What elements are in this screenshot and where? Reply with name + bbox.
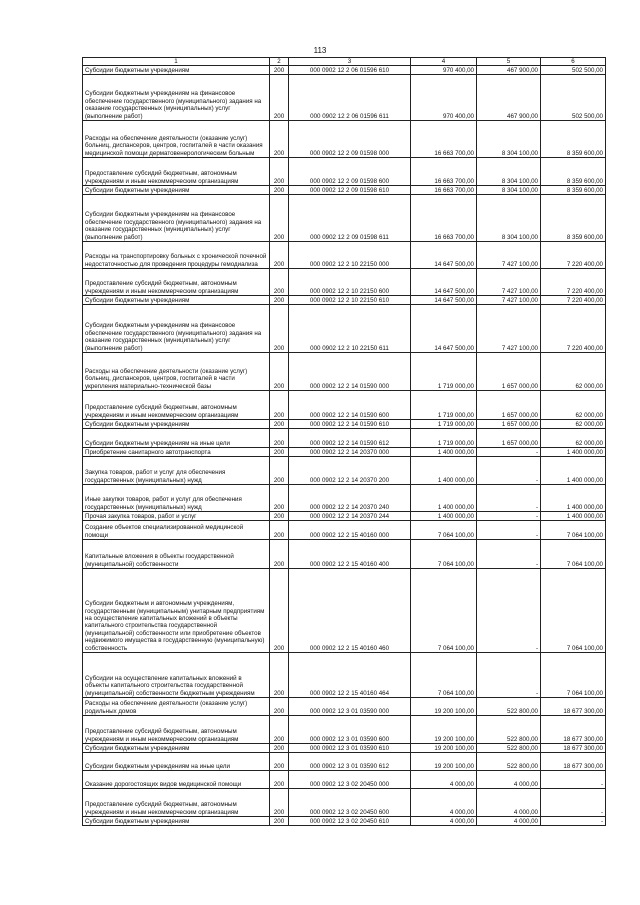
row-code-cell: 200 xyxy=(270,540,289,569)
column-header-4: 4 xyxy=(411,58,477,66)
row-amount-col6-cell: 1 400 000,00 xyxy=(541,448,606,457)
table-row xyxy=(83,186,606,195)
row-kbk-cell: 000 0902 12 3 02 20450 600 xyxy=(289,789,411,817)
table-row xyxy=(83,195,606,242)
table-body xyxy=(83,66,606,826)
row-code-cell: 200 xyxy=(270,353,289,391)
row-amount-total-cell: 1 400 000,00 xyxy=(411,448,477,457)
row-code-cell: 200 xyxy=(270,75,289,121)
row-amount-total-cell: 970 400,00 xyxy=(411,75,477,121)
row-amount-col5-cell: 1 657 000,00 xyxy=(477,429,541,448)
row-amount-total-cell: 1 719 000,00 xyxy=(411,353,477,391)
row-code-cell: 200 xyxy=(270,653,289,698)
row-amount-total-cell: 1 719 000,00 xyxy=(411,391,477,420)
row-amount-total-cell: 14 647 500,00 xyxy=(411,305,477,353)
row-kbk-cell: 000 0902 12 3 01 03590 612 xyxy=(289,753,411,771)
row-code-cell: 200 xyxy=(270,305,289,353)
row-amount-col5-cell: 8 304 100,00 xyxy=(477,158,541,186)
row-amount-col6-cell: 7 064 100,00 xyxy=(541,521,606,540)
row-kbk-cell: 000 0902 12 2 14 01590 600 xyxy=(289,391,411,420)
row-amount-total-cell: 16 663 700,00 xyxy=(411,158,477,186)
table-row xyxy=(83,540,606,569)
row-name-cell: Расходы на обеспечение деятельности (оказание услуг) родильных домов xyxy=(83,698,270,716)
table-row xyxy=(83,817,606,826)
row-code-cell: 200 xyxy=(270,121,289,158)
column-header-1: 1 xyxy=(83,58,270,66)
table-row xyxy=(83,521,606,540)
row-amount-total-cell: 14 647 500,00 xyxy=(411,242,477,269)
row-amount-total-cell: 4 000,00 xyxy=(411,789,477,817)
row-amount-total-cell: 1 719 000,00 xyxy=(411,429,477,448)
row-code-cell: 200 xyxy=(270,485,289,512)
table-row xyxy=(83,121,606,158)
row-amount-col6-cell: 62 000,00 xyxy=(541,391,606,420)
row-name-cell: Приобретение санитарного автотранспорта xyxy=(83,448,270,457)
row-amount-col6-cell: 8 359 600,00 xyxy=(541,195,606,242)
row-amount-total-cell: 970 400,00 xyxy=(411,66,477,75)
row-amount-col6-cell: 62 000,00 xyxy=(541,420,606,429)
table-row xyxy=(83,771,606,789)
table-row xyxy=(83,75,606,121)
row-name-cell: Субсидии бюджетным и автономным учреждениям, государственным (муниципальным) унитарным предприятиям на осуществление капитальных вложений в объекты капитального строительства государственной (муниципальной) собственности или приобретение объектов недвижимого имущества в государственную (муниципальную) собственность xyxy=(83,569,270,653)
table-row xyxy=(83,242,606,269)
row-name-cell: Прочая закупка товаров, работ и услуг xyxy=(83,512,270,521)
row-name-cell: Предоставление субсидий бюджетным, автономным учреждениям и иным некоммерческим организациям xyxy=(83,269,270,296)
row-amount-col6-cell: 7 064 100,00 xyxy=(541,569,606,653)
row-name-cell: Расходы на обеспечение деятельности (оказание услуг) больниц, диспансеров, центров, госпиталей в части укрепления материально-технической базы xyxy=(83,353,270,391)
row-amount-col6-cell: 7 220 400,00 xyxy=(541,296,606,305)
row-name-cell: Субсидии бюджетным учреждениям xyxy=(83,186,270,195)
row-amount-col6-cell: 1 400 000,00 xyxy=(541,485,606,512)
table-row xyxy=(83,429,606,448)
table-row xyxy=(83,305,606,353)
row-amount-col5-cell: 522 800,00 xyxy=(477,716,541,744)
table-row xyxy=(83,457,606,485)
row-name-cell: Оказание дорогостоящих видов медицинской помощи xyxy=(83,771,270,789)
table-row xyxy=(83,789,606,817)
column-header-6: 6 xyxy=(541,58,606,66)
row-amount-col5-cell: 4 000,00 xyxy=(477,771,541,789)
row-name-cell: Субсидии бюджетным учреждениям xyxy=(83,296,270,305)
row-amount-col5-cell: 4 000,00 xyxy=(477,817,541,826)
row-name-cell: Расходы на транспортировку больных с хронической почечной недостаточностью для проведения процедуры гемодиализа xyxy=(83,242,270,269)
table-row xyxy=(83,269,606,296)
row-amount-col5-cell: 7 427 100,00 xyxy=(477,296,541,305)
table-row xyxy=(83,420,606,429)
row-amount-col5-cell: 1 657 000,00 xyxy=(477,420,541,429)
row-amount-col5-cell: 7 427 100,00 xyxy=(477,269,541,296)
row-amount-total-cell: 16 663 700,00 xyxy=(411,121,477,158)
row-kbk-cell: 000 0902 12 3 01 03590 600 xyxy=(289,716,411,744)
row-amount-col6-cell: 1 400 000,00 xyxy=(541,457,606,485)
column-header-2: 2 xyxy=(270,58,289,66)
row-amount-col6-cell: 62 000,00 xyxy=(541,353,606,391)
page-number: 113 xyxy=(313,46,327,55)
row-code-cell: 200 xyxy=(270,698,289,716)
row-amount-col6-cell: 62 000,00 xyxy=(541,429,606,448)
row-amount-total-cell: 19 200 100,00 xyxy=(411,698,477,716)
header-row xyxy=(83,58,606,66)
row-name-cell: Субсидии бюджетным учреждениям xyxy=(83,744,270,753)
table-header xyxy=(83,58,606,66)
row-code-cell: 200 xyxy=(270,789,289,817)
row-amount-col6-cell: - xyxy=(541,771,606,789)
row-amount-col6-cell: 7 220 400,00 xyxy=(541,269,606,296)
table-row xyxy=(83,698,606,716)
row-amount-total-cell: 1 400 000,00 xyxy=(411,457,477,485)
row-amount-col6-cell: - xyxy=(541,817,606,826)
row-amount-col6-cell: 8 359 600,00 xyxy=(541,121,606,158)
row-kbk-cell: 000 0902 12 2 15 40160 000 xyxy=(289,521,411,540)
row-amount-col6-cell: 18 677 300,00 xyxy=(541,744,606,753)
row-amount-col6-cell: 8 359 600,00 xyxy=(541,186,606,195)
row-amount-col5-cell: 7 427 100,00 xyxy=(477,305,541,353)
row-kbk-cell: 000 0902 12 2 14 20370 000 xyxy=(289,448,411,457)
table-row xyxy=(83,391,606,420)
table-row xyxy=(83,653,606,698)
row-amount-total-cell: 4 000,00 xyxy=(411,817,477,826)
row-kbk-cell: 000 0902 12 2 14 01590 612 xyxy=(289,429,411,448)
row-kbk-cell: 000 0902 12 2 15 40160 460 xyxy=(289,569,411,653)
row-amount-col5-cell: 4 000,00 xyxy=(477,789,541,817)
row-kbk-cell: 000 0902 12 2 15 40160 464 xyxy=(289,653,411,698)
row-amount-col5-cell: - xyxy=(477,448,541,457)
row-name-cell: Субсидии бюджетным учреждениям на финансовое обеспечение государственного (муниципального) задания на оказание государственных (муниципальных) услуг (выполнение работ) xyxy=(83,195,270,242)
row-amount-total-cell: 1 719 000,00 xyxy=(411,420,477,429)
row-amount-col5-cell: 522 800,00 xyxy=(477,744,541,753)
row-amount-total-cell: 1 400 000,00 xyxy=(411,485,477,512)
row-amount-total-cell: 7 064 100,00 xyxy=(411,540,477,569)
row-amount-total-cell: 7 064 100,00 xyxy=(411,521,477,540)
table-row xyxy=(83,296,606,305)
row-amount-col6-cell: 502 500,00 xyxy=(541,75,606,121)
row-name-cell: Субсидии бюджетным учреждениям xyxy=(83,420,270,429)
row-kbk-cell: 000 0902 12 2 15 40160 400 xyxy=(289,540,411,569)
row-kbk-cell: 000 0902 12 2 14 01590 610 xyxy=(289,420,411,429)
row-code-cell: 200 xyxy=(270,269,289,296)
table-row xyxy=(83,753,606,771)
table-row xyxy=(83,512,606,521)
row-name-cell: Субсидии бюджетным учреждениям на финансовое обеспечение государственного (муниципального) задания на оказание государственных (муниципальных) услуг (выполнение работ) xyxy=(83,305,270,353)
row-amount-col5-cell: - xyxy=(477,512,541,521)
row-amount-col6-cell: - xyxy=(541,789,606,817)
table-row xyxy=(83,569,606,653)
row-amount-col5-cell: 7 427 100,00 xyxy=(477,242,541,269)
row-amount-col6-cell: 7 220 400,00 xyxy=(541,242,606,269)
row-kbk-cell: 000 0902 12 3 02 20450 610 xyxy=(289,817,411,826)
row-code-cell: 200 xyxy=(270,195,289,242)
row-amount-col5-cell: 8 304 100,00 xyxy=(477,121,541,158)
row-kbk-cell: 000 0902 12 2 14 20370 240 xyxy=(289,485,411,512)
row-kbk-cell: 000 0902 12 3 02 20450 000 xyxy=(289,771,411,789)
row-kbk-cell: 000 0902 12 2 14 20370 200 xyxy=(289,457,411,485)
row-name-cell: Субсидии бюджетным учреждениям на иные цели xyxy=(83,429,270,448)
table-row xyxy=(83,158,606,186)
table-row xyxy=(83,66,606,75)
row-amount-total-cell: 14 647 500,00 xyxy=(411,296,477,305)
table-row xyxy=(83,353,606,391)
row-name-cell: Предоставление субсидий бюджетным, автономным учреждениям и иным некоммерческим организациям xyxy=(83,789,270,817)
row-amount-col5-cell: 522 800,00 xyxy=(477,698,541,716)
row-amount-col5-cell: 467 900,00 xyxy=(477,66,541,75)
row-name-cell: Субсидии бюджетным учреждениям на финансовое обеспечение государственного (муниципального) задания на оказание государственных (муниципальных) услуг (выполнение работ) xyxy=(83,75,270,121)
row-name-cell: Капитальные вложения в объекты государственной (муниципальной) собственности xyxy=(83,540,270,569)
budget-table xyxy=(82,57,606,826)
row-amount-total-cell: 7 064 100,00 xyxy=(411,569,477,653)
row-amount-col5-cell: 8 304 100,00 xyxy=(477,195,541,242)
table-row xyxy=(83,744,606,753)
row-amount-col6-cell: 18 677 300,00 xyxy=(541,716,606,744)
row-code-cell: 200 xyxy=(270,569,289,653)
row-amount-total-cell: 16 663 700,00 xyxy=(411,186,477,195)
row-amount-col6-cell: 18 677 300,00 xyxy=(541,753,606,771)
row-amount-col5-cell: - xyxy=(477,485,541,512)
row-name-cell: Субсидии на осуществление капитальных вложений в объекты капитального строительства государственной (муниципальной) собственности бюджетным учреждениям xyxy=(83,653,270,698)
table-row xyxy=(83,448,606,457)
row-amount-col5-cell: - xyxy=(477,457,541,485)
row-code-cell: 200 xyxy=(270,716,289,744)
row-amount-total-cell: 14 647 500,00 xyxy=(411,269,477,296)
row-amount-col6-cell: 502 500,00 xyxy=(541,66,606,75)
row-code-cell: 200 xyxy=(270,753,289,771)
row-kbk-cell: 000 0902 12 2 06 01596 611 xyxy=(289,75,411,121)
row-amount-col5-cell: 1 657 000,00 xyxy=(477,353,541,391)
row-code-cell: 200 xyxy=(270,512,289,521)
row-amount-col5-cell: - xyxy=(477,521,541,540)
row-code-cell: 200 xyxy=(270,186,289,195)
row-code-cell: 200 xyxy=(270,457,289,485)
row-name-cell: Предоставление субсидий бюджетным, автономным учреждениям и иным некоммерческим организациям xyxy=(83,158,270,186)
row-amount-col6-cell: 7 064 100,00 xyxy=(541,653,606,698)
row-kbk-cell: 000 0902 12 2 06 01596 610 xyxy=(289,66,411,75)
row-amount-col6-cell: 18 677 300,00 xyxy=(541,698,606,716)
row-name-cell: Предоставление субсидий бюджетным, автономным учреждениям и иным некоммерческим организациям xyxy=(83,391,270,420)
column-header-3: 3 xyxy=(289,58,411,66)
row-amount-col5-cell: - xyxy=(477,653,541,698)
row-amount-col5-cell: 522 800,00 xyxy=(477,753,541,771)
row-code-cell: 200 xyxy=(270,521,289,540)
row-code-cell: 200 xyxy=(270,817,289,826)
row-code-cell: 200 xyxy=(270,66,289,75)
row-code-cell: 200 xyxy=(270,771,289,789)
row-amount-col6-cell: 7 220 400,00 xyxy=(541,305,606,353)
row-amount-total-cell: 1 400 000,00 xyxy=(411,512,477,521)
row-kbk-cell: 000 0902 12 2 09 01598 000 xyxy=(289,121,411,158)
column-header-5: 5 xyxy=(477,58,541,66)
row-name-cell: Предоставление субсидий бюджетным, автономным учреждениям и иным некоммерческим организациям xyxy=(83,716,270,744)
row-amount-total-cell: 7 064 100,00 xyxy=(411,653,477,698)
row-kbk-cell: 000 0902 12 2 14 20370 244 xyxy=(289,512,411,521)
row-code-cell: 200 xyxy=(270,242,289,269)
row-amount-col6-cell: 7 064 100,00 xyxy=(541,540,606,569)
row-amount-col6-cell: 1 400 000,00 xyxy=(541,512,606,521)
row-kbk-cell: 000 0902 12 2 10 22150 000 xyxy=(289,242,411,269)
row-name-cell: Субсидии бюджетным учреждениям xyxy=(83,66,270,75)
row-code-cell: 200 xyxy=(270,448,289,457)
row-kbk-cell: 000 0902 12 3 01 03590 610 xyxy=(289,744,411,753)
row-name-cell: Расходы на обеспечение деятельности (оказание услуг) больниц, диспансеров, центров, госпиталей в части оказания медицинской помощи дерматовенерологическим больным xyxy=(83,121,270,158)
row-kbk-cell: 000 0902 12 2 10 22150 611 xyxy=(289,305,411,353)
row-kbk-cell: 000 0902 12 2 09 01598 611 xyxy=(289,195,411,242)
row-amount-col5-cell: - xyxy=(477,569,541,653)
row-name-cell: Иные закупки товаров, работ и услуг для обеспечения государственных (муниципальных) нужд xyxy=(83,485,270,512)
row-kbk-cell: 000 0902 12 2 10 22150 600 xyxy=(289,269,411,296)
row-name-cell: Субсидии бюджетным учреждениям на иные цели xyxy=(83,753,270,771)
row-amount-col5-cell: 8 304 100,00 xyxy=(477,186,541,195)
row-kbk-cell: 000 0902 12 3 01 03590 000 xyxy=(289,698,411,716)
row-name-cell: Закупка товаров, работ и услуг для обеспечения государственных (муниципальных) нужд xyxy=(83,457,270,485)
row-amount-total-cell: 16 663 700,00 xyxy=(411,195,477,242)
row-amount-col6-cell: 8 359 600,00 xyxy=(541,158,606,186)
row-kbk-cell: 000 0902 12 2 10 22150 610 xyxy=(289,296,411,305)
row-amount-col5-cell: 467 900,00 xyxy=(477,75,541,121)
row-amount-col5-cell: - xyxy=(477,540,541,569)
row-kbk-cell: 000 0902 12 2 09 01598 600 xyxy=(289,158,411,186)
table-row xyxy=(83,716,606,744)
row-amount-col5-cell: 1 657 000,00 xyxy=(477,391,541,420)
row-kbk-cell: 000 0902 12 2 09 01598 610 xyxy=(289,186,411,195)
row-amount-total-cell: 19 200 100,00 xyxy=(411,716,477,744)
row-name-cell: Субсидии бюджетным учреждениям xyxy=(83,817,270,826)
row-code-cell: 200 xyxy=(270,158,289,186)
row-amount-total-cell: 19 200 100,00 xyxy=(411,753,477,771)
row-code-cell: 200 xyxy=(270,420,289,429)
table-row xyxy=(83,485,606,512)
row-amount-total-cell: 19 200 100,00 xyxy=(411,744,477,753)
row-code-cell: 200 xyxy=(270,296,289,305)
row-amount-total-cell: 4 000,00 xyxy=(411,771,477,789)
row-code-cell: 200 xyxy=(270,391,289,420)
row-code-cell: 200 xyxy=(270,429,289,448)
row-code-cell: 200 xyxy=(270,744,289,753)
row-kbk-cell: 000 0902 12 2 14 01590 000 xyxy=(289,353,411,391)
row-name-cell: Создание объектов специализированной медицинской помощи xyxy=(83,521,270,540)
